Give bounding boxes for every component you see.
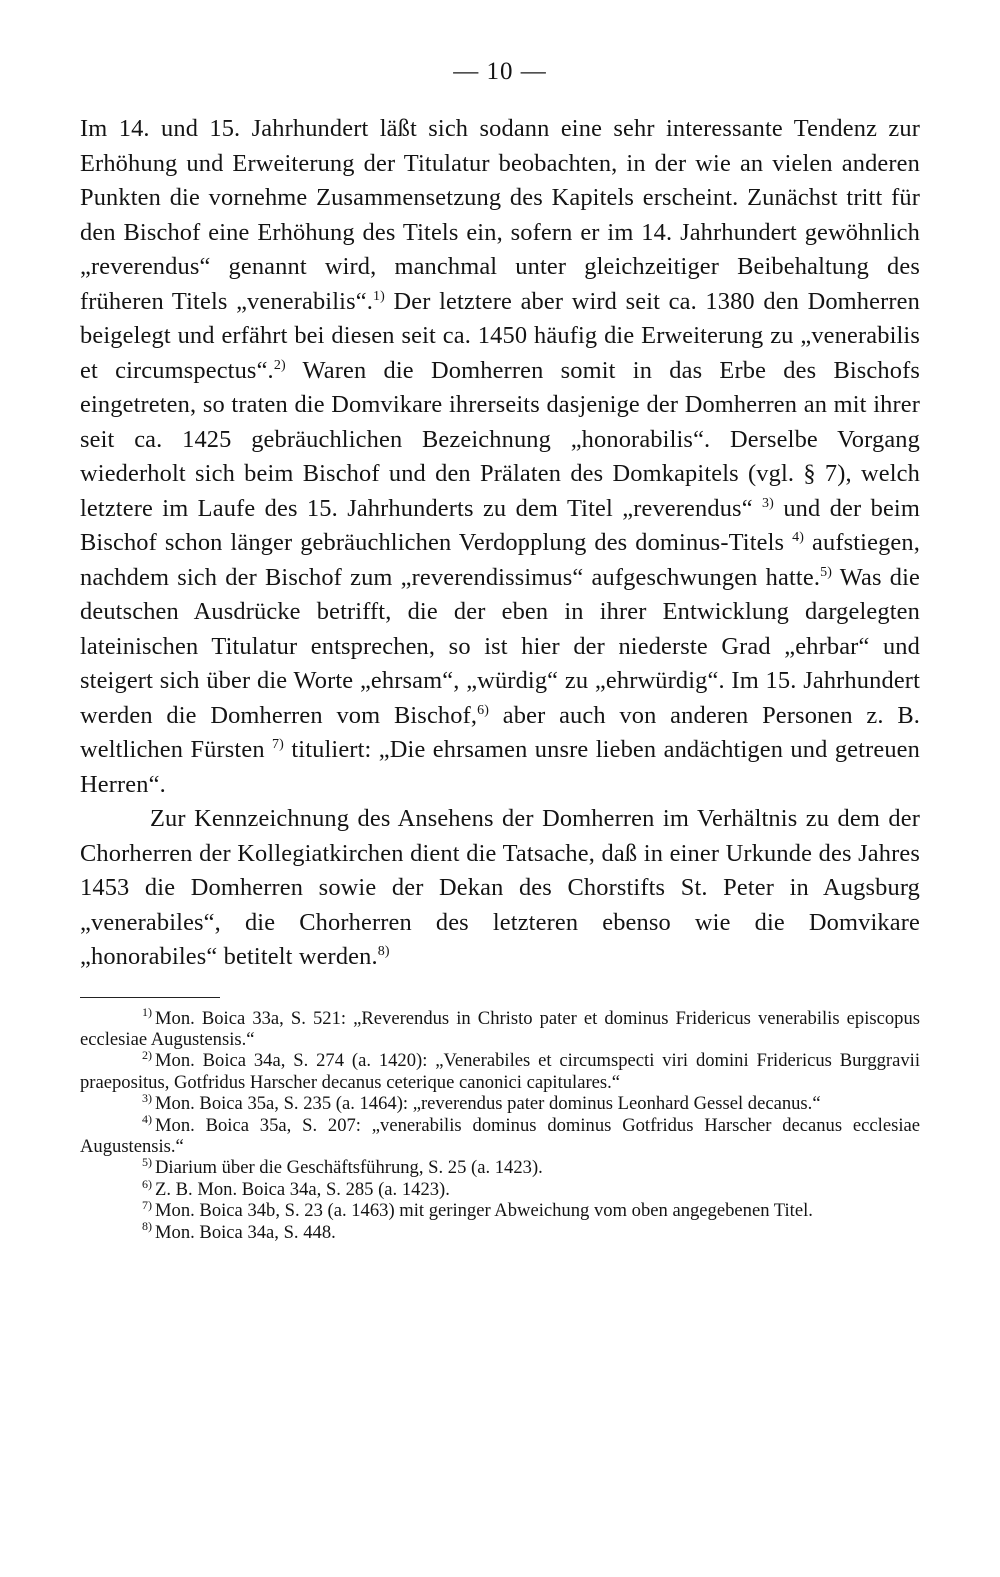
footnote <box>80 1090 920 1115</box>
footnotes <box>80 1005 920 1243</box>
text-segment: Im 14. und 15. Jahrhundert läßt sich sodann eine sehr interessante Tendenz zur Erhöhung und Erweiterung der Titulatur beobachten, in der wie an vielen anderen Punkten die vornehme Zusammensetzung des Kapitels erscheint. Zunächst tritt für den Bischof eine Erhöhung des Titels ein, sofern er im 14. Jahrhundert gewöhnlich „reverendus“ genannt wird, manchmal unter gleichzeitiger Beibehaltung des früheren Titels „venerabilis“. <box>80 115 920 315</box>
text-segment: Der letztere aber wird seit ca. 1380 den Domherren beigelegt und erfährt bei diesen seit ca. 1450 häufig die Erweiterung zu „venerabilis et circumspectus“. <box>80 287 920 384</box>
document-page <box>80 58 920 1243</box>
footnote-text: Mon. Boica 34b, S. 23 (a. 1463) mit geringer Abweichung vom oben angegebenen Titel. <box>155 1200 813 1222</box>
footnote-text: Mon. Boica 35a, S. 207: „venerabilis dominus dominus Gotfridus Harscher decanus ecclesiae Augustensis.“ <box>80 1114 920 1157</box>
footnote <box>80 1112 920 1158</box>
page-number: — 10 — <box>453 58 547 85</box>
footnote-ref[interactable]: 7) <box>272 736 284 752</box>
footnote-ref[interactable]: 3) <box>762 495 774 511</box>
footnote-mark: 8) <box>142 1219 152 1234</box>
footnote-ref[interactable]: 5) <box>820 564 833 580</box>
footnote-text: Mon. Boica 34a, S. 448. <box>155 1221 336 1243</box>
footnote-ref[interactable]: 6) <box>477 702 490 718</box>
footnote-mark: 4) <box>142 1112 152 1127</box>
text-segment: und der beim Bischof schon länger gebräuchlichen Verdopplung des dominus-Titels <box>80 494 920 556</box>
footnote <box>80 1157 920 1178</box>
text-segment: tituliert: „Die ehrsamen unsre lieben andächtigen und getreuen Herren“. <box>80 736 920 798</box>
footnote <box>80 1005 920 1051</box>
footnote-divider <box>80 997 220 998</box>
footnote-ref[interactable]: 8) <box>377 943 390 959</box>
footnote-mark: 5) <box>142 1155 152 1170</box>
text-segment: Was die deutschen Ausdrücke betrifft, die der eben in ihrer Entwicklung dargelegten lateinischen Titulatur entsprechen, so ist hier der niederste Grad „ehrbar“ und steigert sich über die Worte „ehrsam“, „würdig“ zu „ehrwürdig“. Im 15. Jahrhundert werden die Domherren vom Bischof, <box>80 563 920 729</box>
footnote-ref[interactable]: 2) <box>273 357 286 373</box>
footnote <box>80 1219 920 1243</box>
text-segment: Waren die Domherren somit in das Erbe des Bischofs eingetreten, so traten die Domvikare ihrerseits dasjenige der Domherren an mit ihrer seit ca. 1425 gebräuchlichen Bezeichnung „honorabilis“. Derselbe Vorgang wiederholt sich beim Bischof und den Prälaten des Domkapitels (vgl. § 7), welch letztere im Laufe des 15. Jahrhunderts zu dem Titel „reverendus“ <box>80 356 921 522</box>
main-text <box>80 112 920 975</box>
footnote-mark: 2) <box>142 1048 152 1063</box>
footnote-ref[interactable]: 4) <box>792 529 805 545</box>
text-segment: aufstiegen, nachdem sich der Bischof zum „reverendissimus“ aufgeschwungen hatte. <box>80 529 920 591</box>
footnote-mark: 7) <box>142 1197 152 1212</box>
footnote <box>80 1176 920 1200</box>
text-segment: Zur Kennzeichnung des Ansehens der Domherren im Verhältnis zu dem der Chorherren der Kollegiatkirchen dient die Tatsache, daß in einer Urkunde des Jahres 1453 die Domherren sowie der Dekan des Chorstifts St. Peter in Augsburg „venerabiles“, die Chorherren des letzteren ebenso wie die Domvikare „honorabiles“ betitelt werden. <box>80 805 920 970</box>
footnote <box>80 1197 920 1222</box>
paragraph <box>80 802 920 975</box>
paragraph <box>80 112 920 802</box>
footnote-text: Mon. Boica 35a, S. 235 (a. 1464): „reverendus pater dominus Leonhard Gessel decanus.“ <box>155 1093 821 1115</box>
footnote-mark: 3) <box>142 1090 152 1105</box>
footnote-text: Diarium über die Geschäftsführung, S. 25 (a. 1423). <box>155 1157 543 1179</box>
text-segment: aber auch von anderen Personen z. B. weltlichen Fürsten <box>80 701 920 763</box>
footnote <box>80 1050 920 1093</box>
footnote-ref[interactable]: 1) <box>372 288 385 304</box>
footnote-mark: 6) <box>142 1176 152 1191</box>
footnote-mark: 1) <box>142 1005 152 1020</box>
footnote-text: Mon. Boica 34a, S. 274 (a. 1420): „Venerabiles et circumspecti viri domini Fridericus Burggravii praepositus, Gotfridus Harscher decanus ceterique canonici capitulares.“ <box>80 1050 920 1093</box>
footnote-text: Mon. Boica 33a, S. 521: „Reverendus in Christo pater et dominus Fridericus venerabilis episcopus ecclesiae Augustensis.“ <box>80 1007 920 1050</box>
footnote-text: Z. B. Mon. Boica 34a, S. 285 (a. 1423). <box>155 1178 450 1200</box>
